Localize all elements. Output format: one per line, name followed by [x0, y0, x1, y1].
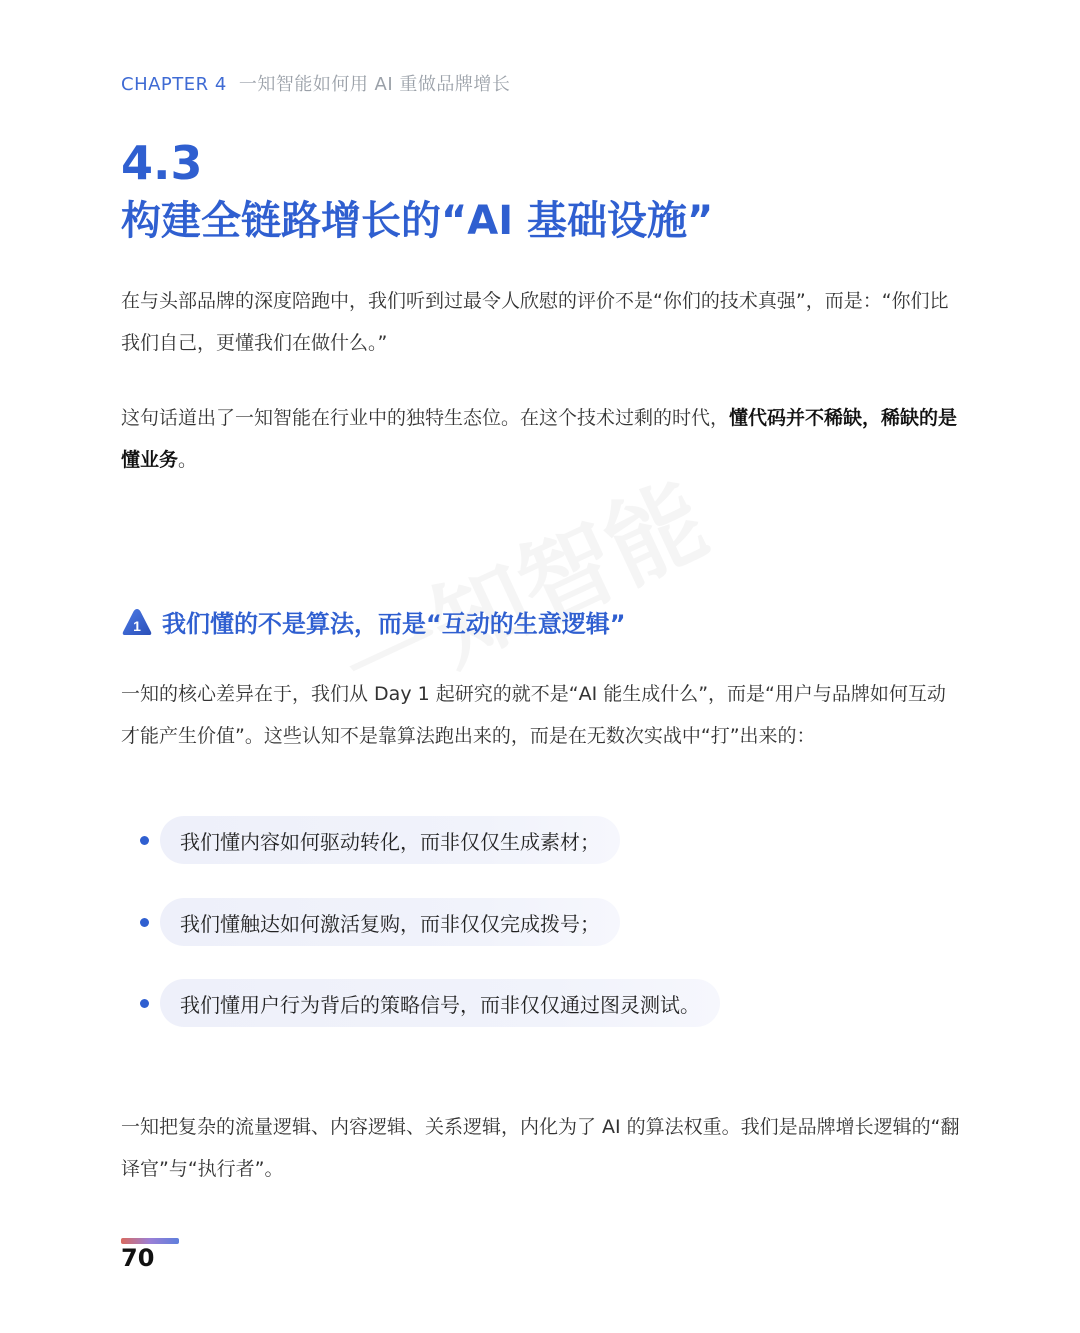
- chapter-label: CHAPTER 4: [121, 74, 227, 95]
- section-number: 4.3: [121, 136, 203, 190]
- bullet-item: [140, 978, 720, 1028]
- page-number: 70: [121, 1244, 155, 1272]
- bullet-text: 我们懂触达如何激活复购，而非仅仅完成拨号；: [160, 898, 620, 946]
- chapter-title: 一知智能如何用 AI 重做品牌增长: [238, 74, 511, 95]
- triangle-number-badge-icon: [121, 607, 153, 637]
- bullet-text: 我们懂内容如何驱动转化，而非仅仅生成素材；: [160, 816, 620, 864]
- thesis-paragraph: [121, 397, 961, 481]
- bullet-item: [140, 897, 620, 947]
- thesis-emphasis: 懂代码并不稀缺，稀缺的是懂业务: [121, 407, 958, 471]
- bullet-dot-icon: [140, 836, 149, 845]
- section-heading: [121, 138, 713, 250]
- bullet-item: [140, 815, 620, 865]
- bullet-dot-icon: [140, 918, 149, 927]
- bullet-text: 我们懂用户行为背后的策略信号，而非仅仅通过图灵测试。: [160, 979, 720, 1027]
- bullet-dot-icon: [140, 999, 149, 1008]
- subsection-heading: [121, 604, 626, 639]
- thesis-period: 。: [178, 449, 198, 471]
- intro-paragraph: 在与头部品牌的深度陪跑中，我们听到过最令人欣慰的评价不是“你们的技术真强”，而是：“你们比我们自己，更懂我们在做什么。”: [121, 290, 949, 354]
- conclusion-paragraph: 一知把复杂的流量逻辑、内容逻辑、关系逻辑，内化为了 AI 的算法权重。我们是品牌增长逻辑的“翻译官”与“执行者”。: [121, 1116, 960, 1180]
- thesis-text: 这句话道出了一知智能在行业中的独特生态位。在这个技术过剩的时代，: [121, 407, 730, 429]
- subsection-title: 我们懂的不是算法，而是“互动的生意逻辑”: [162, 610, 626, 638]
- core-difference-paragraph: 一知的核心差异在于，我们从 Day 1 起研究的就不是“AI 能生成什么”，而是“用户与品牌如何互动才能产生价值”。这些认知不是靠算法跑出来的，而是在无数次实战中“打”出来的：: [121, 683, 946, 747]
- chapter-header: [121, 70, 510, 96]
- section-title: 构建全链路增长的“AI 基础设施”: [121, 198, 714, 244]
- badge-number: 1: [133, 617, 141, 634]
